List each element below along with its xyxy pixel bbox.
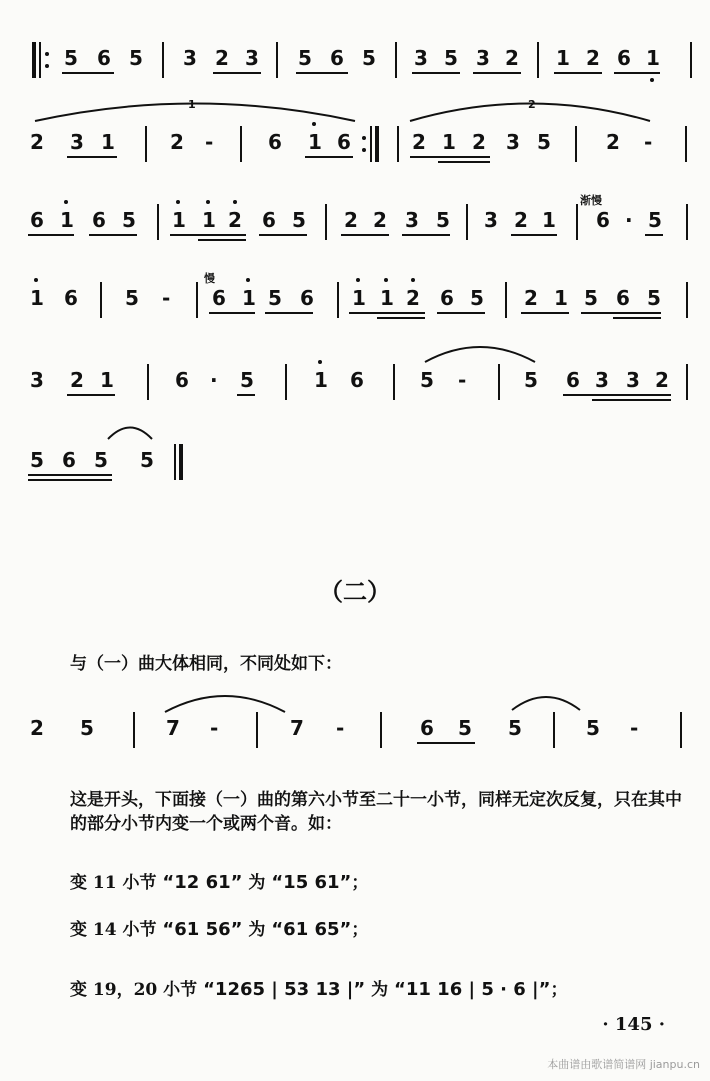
note: 5	[292, 208, 306, 232]
variation-to: 61 65	[283, 919, 340, 940]
note: 5	[444, 46, 458, 70]
score-row-6	[0, 444, 710, 484]
underline	[28, 479, 112, 481]
note: 2	[472, 130, 486, 154]
note: 5	[584, 286, 598, 310]
note: 2	[373, 208, 387, 232]
note: 2	[655, 368, 669, 392]
underline	[62, 72, 114, 74]
note: -	[162, 286, 171, 310]
note: 5	[122, 208, 136, 232]
high-octave-dot	[233, 200, 237, 204]
barline	[256, 712, 258, 748]
underline	[377, 317, 425, 319]
note: 7	[290, 716, 304, 740]
note: 3	[476, 46, 490, 70]
note: 6	[617, 46, 631, 70]
high-octave-dot	[318, 360, 322, 364]
high-octave-dot	[64, 200, 68, 204]
underline	[349, 312, 425, 314]
note: 2	[586, 46, 600, 70]
slur	[508, 690, 584, 714]
note: 2	[524, 286, 538, 310]
underline	[89, 234, 137, 236]
note: 5	[80, 716, 94, 740]
high-octave-dot	[312, 122, 316, 126]
note: 5	[240, 368, 254, 392]
barline	[680, 712, 682, 748]
score-row-3	[0, 204, 710, 244]
note: 1	[100, 368, 114, 392]
note: 5	[129, 46, 143, 70]
high-octave-dot	[384, 278, 388, 282]
note: 2	[30, 130, 44, 154]
barline	[505, 282, 507, 318]
note: 1	[380, 286, 394, 310]
variation-from: 1265 | 53 13	[214, 979, 341, 1000]
underline	[581, 312, 661, 314]
underline	[209, 312, 255, 314]
barline	[686, 204, 688, 240]
underline	[645, 234, 663, 236]
barline	[686, 282, 688, 318]
note: 5	[64, 46, 78, 70]
note: 7	[166, 716, 180, 740]
underline	[417, 742, 475, 744]
note: 5	[94, 448, 108, 472]
section-intro: 与（一）曲大体相同，不同处如下：	[70, 654, 342, 674]
note: 5	[524, 368, 538, 392]
note: -	[644, 130, 653, 154]
note: 5	[268, 286, 282, 310]
note: 1	[101, 130, 115, 154]
note: 2	[406, 286, 420, 310]
underline	[28, 474, 112, 476]
underline	[213, 72, 261, 74]
variation-sep: 为	[371, 980, 389, 1000]
note: 5	[30, 448, 44, 472]
note: 6	[212, 286, 226, 310]
note: 2	[344, 208, 358, 232]
section2-description: 这是开头，下面接（一）曲的第六小节至二十一小节，同样无定次反复，只在其中的部分小节内变一个或两个音。如：	[70, 790, 682, 834]
note: 2	[228, 208, 242, 232]
barline	[337, 282, 339, 318]
note: 6	[330, 46, 344, 70]
underline	[305, 156, 353, 158]
note: -	[210, 716, 219, 740]
barline	[685, 126, 687, 162]
underline	[410, 156, 490, 158]
note: 1	[242, 286, 256, 310]
tempo-mark-gradual-slow: 渐慢	[580, 194, 602, 207]
note: 5	[647, 286, 661, 310]
variation-label: 变 19，20 小节	[70, 980, 198, 1000]
tempo-mark-slow: 慢	[204, 272, 215, 285]
repeat-dot	[45, 64, 49, 68]
barline	[575, 126, 577, 162]
repeat-end-thick	[375, 126, 379, 162]
note: 5	[458, 716, 472, 740]
barline	[133, 712, 135, 748]
note: 2	[215, 46, 229, 70]
note: 2	[30, 716, 44, 740]
barline	[395, 42, 397, 78]
score-row-1	[0, 42, 710, 82]
note: -	[336, 716, 345, 740]
note: 5	[648, 208, 662, 232]
variation-19-20: 变 19，20 小节 “1265 | 53 13 |” 为 “11 16 | 5 · 6 |”；	[70, 979, 568, 1000]
note: 1	[172, 208, 186, 232]
note: -	[458, 368, 467, 392]
slur	[420, 340, 540, 366]
high-octave-dot	[411, 278, 415, 282]
underline	[613, 317, 661, 319]
note: 5	[436, 208, 450, 232]
note: 5	[586, 716, 600, 740]
high-octave-dot	[34, 278, 38, 282]
variation-14: 变 14 小节 “61 56” 为 “61 65”；	[70, 919, 369, 940]
note: 5	[125, 286, 139, 310]
underline	[259, 234, 307, 236]
note: 3	[484, 208, 498, 232]
note: 5	[298, 46, 312, 70]
barline	[397, 126, 399, 162]
underline	[341, 234, 389, 236]
note: 5	[420, 368, 434, 392]
watermark: 本曲谱由歌谱简谱网 jianpu.cn	[547, 1058, 700, 1071]
barline	[498, 364, 500, 400]
barline	[466, 204, 468, 240]
barline	[100, 282, 102, 318]
ending-1-label: 1	[188, 98, 196, 111]
note: 6	[64, 286, 78, 310]
high-octave-dot	[176, 200, 180, 204]
barline	[157, 204, 159, 240]
final-barline-thin	[174, 444, 176, 480]
note: 3	[414, 46, 428, 70]
repeat-end-thin	[370, 126, 372, 162]
variation-to: 11 16 | 5 · 6	[405, 979, 526, 1000]
barline	[380, 712, 382, 748]
note: 6	[566, 368, 580, 392]
barline	[576, 204, 578, 240]
note: 6	[440, 286, 454, 310]
ending-2-label: 2	[528, 98, 536, 111]
section-title: （二）	[319, 577, 391, 606]
note: 2	[505, 46, 519, 70]
barline	[240, 126, 242, 162]
barline	[285, 364, 287, 400]
note: 3	[595, 368, 609, 392]
note: 1	[314, 368, 328, 392]
variation-from: 12 61	[174, 872, 231, 893]
variation-sep: 为	[248, 920, 266, 940]
repeat-start-thick	[32, 42, 36, 78]
barline	[325, 204, 327, 240]
variation-end: ；	[351, 873, 369, 893]
high-octave-dot	[246, 278, 250, 282]
underline	[473, 72, 521, 74]
slur	[104, 422, 156, 442]
note: 6	[30, 208, 44, 232]
note: 3	[506, 130, 520, 154]
note: 5	[470, 286, 484, 310]
underline	[521, 312, 569, 314]
variation-end: ；	[550, 980, 568, 1000]
underline	[511, 234, 557, 236]
underline	[554, 72, 602, 74]
variation-label: 变 14 小节	[70, 920, 157, 940]
variation-from: 61 56	[174, 919, 231, 940]
note: 3	[30, 368, 44, 392]
note: -	[630, 716, 639, 740]
note: 1	[442, 130, 456, 154]
note: 1	[646, 46, 660, 70]
note: 6	[262, 208, 276, 232]
note: 6	[300, 286, 314, 310]
note: 3	[183, 46, 197, 70]
note: ·	[210, 368, 218, 392]
note: 2	[514, 208, 528, 232]
barline	[162, 42, 164, 78]
repeat-dot	[45, 52, 49, 56]
final-barline-thick	[179, 444, 183, 480]
note: 1	[352, 286, 366, 310]
barline	[147, 364, 149, 400]
repeat-dot	[362, 136, 366, 140]
variation-11: 变 11 小节 “12 61” 为 “15 61”；	[70, 872, 369, 893]
note: 6	[97, 46, 111, 70]
high-octave-dot	[356, 278, 360, 282]
barline	[393, 364, 395, 400]
note: 5	[537, 130, 551, 154]
underline	[402, 234, 450, 236]
note: 1	[542, 208, 556, 232]
note: 5	[508, 716, 522, 740]
underline	[265, 312, 313, 314]
high-octave-dot	[206, 200, 210, 204]
variation-to: 15 61	[283, 872, 340, 893]
score-row-5	[0, 364, 710, 404]
note: 2	[606, 130, 620, 154]
underline	[438, 161, 490, 163]
note: 3	[70, 130, 84, 154]
low-octave-dot	[650, 78, 654, 82]
note: 1	[30, 286, 44, 310]
underline	[67, 156, 117, 158]
note: 5	[362, 46, 376, 70]
note: 1	[60, 208, 74, 232]
page-number: · 145 ·	[602, 1014, 665, 1035]
underline	[563, 394, 671, 396]
underline	[592, 399, 671, 401]
variation-sep: 为	[248, 873, 266, 893]
barline	[553, 712, 555, 748]
underline	[67, 394, 115, 396]
section2-melody	[0, 712, 710, 752]
note: 3	[626, 368, 640, 392]
note: 6	[616, 286, 630, 310]
variation-end: ；	[351, 920, 369, 940]
note: 2	[170, 130, 184, 154]
barline	[145, 126, 147, 162]
underline	[237, 394, 255, 396]
underline	[170, 234, 246, 236]
repeat-dot	[362, 148, 366, 152]
note: 6	[62, 448, 76, 472]
repeat-start-thin	[39, 42, 41, 78]
variation-label: 变 11 小节	[70, 873, 157, 893]
note: 1	[308, 130, 322, 154]
underline	[296, 72, 348, 74]
note: 1	[554, 286, 568, 310]
note: 5	[140, 448, 154, 472]
note: 6	[350, 368, 364, 392]
note: 6	[268, 130, 282, 154]
note: 6	[596, 208, 610, 232]
note: 3	[405, 208, 419, 232]
underline	[412, 72, 460, 74]
underline	[198, 239, 246, 241]
barline	[537, 42, 539, 78]
note: 3	[245, 46, 259, 70]
note: 6	[420, 716, 434, 740]
score-row-2	[0, 126, 710, 166]
score-row-4	[0, 282, 710, 322]
underline	[437, 312, 485, 314]
note: 1	[202, 208, 216, 232]
note: 6	[337, 130, 351, 154]
note: -	[205, 130, 214, 154]
note: 6	[175, 368, 189, 392]
note: 1	[556, 46, 570, 70]
note: 6	[92, 208, 106, 232]
note: 2	[412, 130, 426, 154]
barline	[690, 42, 692, 78]
underline	[28, 234, 74, 236]
note: 2	[70, 368, 84, 392]
underline	[614, 72, 660, 74]
barline	[276, 42, 278, 78]
barline	[686, 364, 688, 400]
note: ·	[625, 208, 633, 232]
barline	[196, 282, 198, 318]
